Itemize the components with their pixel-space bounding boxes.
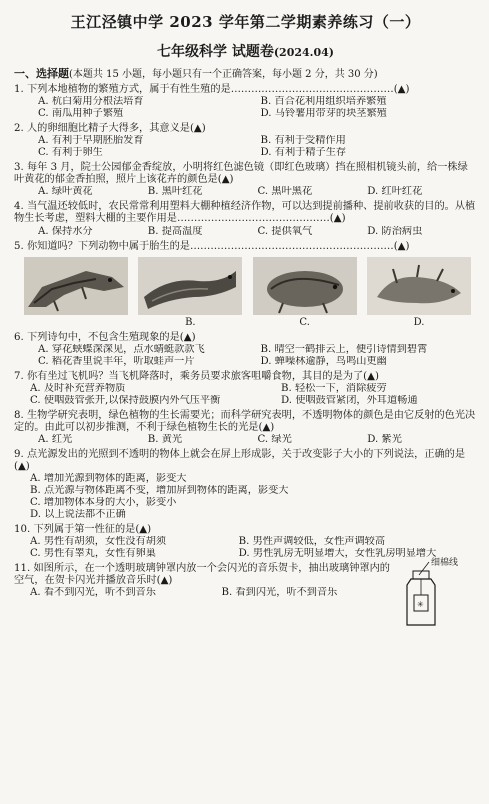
option-d: D. 马铃薯用带芽的块茎繁殖 [260, 108, 387, 120]
option-a: A. 看不到闪光，听不到音乐 [30, 587, 156, 599]
section-title: 一、选择题 [14, 67, 69, 81]
question-4 [14, 201, 477, 237]
option-c: C. 增加物体本身的大小，影变小 [30, 496, 177, 508]
option-d: D. 防治病虫 [367, 225, 423, 237]
option-d: D. 蝉噪林逾静，鸟鸣山更幽 [260, 355, 387, 367]
question-stem: 9. 点光源发出的光照到不透明的物体上就会在屏上形成影，关于改变影子大小的下列说法，正确的是(▲) [14, 448, 466, 472]
option-c: C. 黑叶黑花 [257, 186, 313, 198]
option-a: A. 及时补充营养物质 [30, 382, 126, 394]
exam-subtitle [14, 44, 477, 61]
option-d: D. 紫光 [367, 433, 402, 445]
option-c: C. 稻花香里说丰年，听取蛙声一片 [38, 355, 195, 367]
option-d: D. 有利于精子生存 [260, 147, 347, 159]
question-6 [14, 332, 477, 368]
animal-figures [14, 255, 477, 329]
question-7 [14, 371, 477, 407]
option-b: B. 男性声调较低，女性声调较高 [238, 536, 386, 548]
question-8 [14, 410, 477, 446]
option-a: A. 绿叶黄花 [38, 186, 93, 198]
option-a: A. 穿花蛱蝶深深见，点水蜻蜓款款飞 [38, 343, 205, 355]
question-stem: 6. 下列诗句中，不包含生殖现象的是(▲) [14, 331, 196, 343]
question-stem: 10. 下列属于第一性征的是(▲) [14, 524, 152, 536]
question-3 [14, 162, 477, 198]
figure-b [138, 257, 242, 329]
question-5 [14, 241, 477, 329]
question-stem: 7. 你有坐过飞机吗？当飞机降落时，乘务员要求旅客咀嚼食物，其目的是为了(▲) [14, 370, 379, 382]
question-2 [14, 123, 477, 159]
option-d: D. 使咽鼓管紧闭，外耳道畅通 [281, 394, 418, 406]
question-stem: 11. 如图所示，在一个透明玻璃钟罩内放一个会闪光的音乐贺卡，抽出玻璃钟罩内的空气，在贺卡闪光并播放音乐时(▲) [14, 563, 390, 587]
figure-d [367, 257, 471, 329]
question-1 [14, 84, 477, 120]
bell-jar-diagram [399, 555, 473, 629]
question-11 [14, 558, 477, 610]
subtitle-text: 七年级科学 试题卷 [156, 43, 274, 60]
option-a: A. 男性有胡须，女性没有胡须 [30, 536, 167, 548]
svg-text:✳: ✳ [417, 600, 424, 610]
question-stem: 5. 你知道吗？下列动物中属于胎生的是……………………………………………………(▲) [14, 240, 410, 252]
option-c: C. 绿光 [257, 433, 292, 445]
option-b: B. 看到闪光，听不到音乐 [221, 587, 338, 599]
figure-label-d: D. [413, 316, 425, 328]
option-c: C. 使咽鼓管张开,以保持鼓膜内外气压平衡 [30, 394, 221, 406]
animal-photo-d [367, 257, 471, 315]
exam-title: 王江泾镇中学 2023 学年第二学期素养练习（一） [70, 13, 421, 31]
option-a: A. 增加光源到物体的距离，影变大 [30, 472, 187, 484]
option-c: C. 男性有睾丸，女性有卵巢 [30, 548, 156, 560]
option-a: A. 红光 [38, 433, 73, 445]
animal-photo-b [138, 257, 242, 315]
lizard-photo [24, 257, 128, 315]
option-a: A. 保持水分 [38, 225, 93, 237]
option-d: D. 红叶红花 [367, 186, 423, 198]
option-c: C. 有利于卵生 [38, 147, 103, 159]
option-b: B. 有利于受精作用 [260, 135, 346, 147]
option-c: C. 南瓜用种子繁殖 [38, 108, 124, 120]
option-b: B. 提高温度 [147, 225, 203, 237]
figure-label-b: B. [185, 316, 196, 328]
option-b: B. 黑叶红花 [147, 186, 203, 198]
question-stem: 2. 人的卵细胞比精子大得多，其意义是(▲) [14, 123, 206, 135]
figure-label-c: C. [299, 316, 310, 328]
figure-c [253, 257, 357, 329]
option-b: B. 黄光 [147, 433, 183, 445]
question-stem: 8. 生物学研究表明，绿色植物的生长需要光；而科学研究表明，不透明物体的颜色是由它反射的色光决定的。由此可以初步推测，不利于绿色植物生长的光是(▲) [14, 409, 476, 433]
option-a: A. 杭白菊用分根法培育 [38, 96, 144, 108]
figure-a [24, 257, 128, 329]
option-d: D. 以上说法都不正确 [30, 509, 126, 521]
thread-label: 细棉线 [431, 558, 459, 569]
question-9 [14, 449, 477, 521]
bell-jar-figure [399, 555, 473, 633]
option-b: B. 百合花利用组织培养繁殖 [260, 96, 387, 108]
option-a: A. 有利于早期胚胎发育 [38, 135, 144, 147]
section-heading [14, 68, 477, 81]
option-d: D. 男性乳房无明显增大，女性乳房明显增大 [238, 548, 437, 560]
question-stem: 3. 每年 3 月，院士公园郁金香绽放，小明将红色滤色镜（即红色玻璃）挡在照相机镜头前，给一株绿叶黄花的郁金香拍照，照片上该花卉的颜色是(▲) [14, 162, 468, 186]
question-stem: 4. 当气温还较低时，农民常常利用塑料大棚种植经济作物，可以达到提前播种、提前收获的目的。从植物生长考虑，塑料大棚的主要作用是………………………………………(▲) [14, 201, 476, 225]
section-note: (本题共 15 小题，每小题只有一个正确答案，每小题 2 分，共 30 分) [69, 69, 378, 81]
question-stem: 1. 下列本地植物的繁殖方式，属于有性生殖的是…………………………………………(▲) [14, 84, 410, 96]
option-b: B. 晴空一鹤排云上，便引诗情到碧霄 [260, 343, 428, 355]
exam-date: (2024.04) [273, 45, 335, 59]
animal-photo-c [253, 257, 357, 315]
option-b: B. 轻松一下，消除疲劳 [281, 382, 387, 394]
option-b: B. 点光源与物体距离不变，增加屏到物体的距离，影变大 [30, 484, 289, 496]
option-c: C. 提供氧气 [257, 225, 313, 237]
